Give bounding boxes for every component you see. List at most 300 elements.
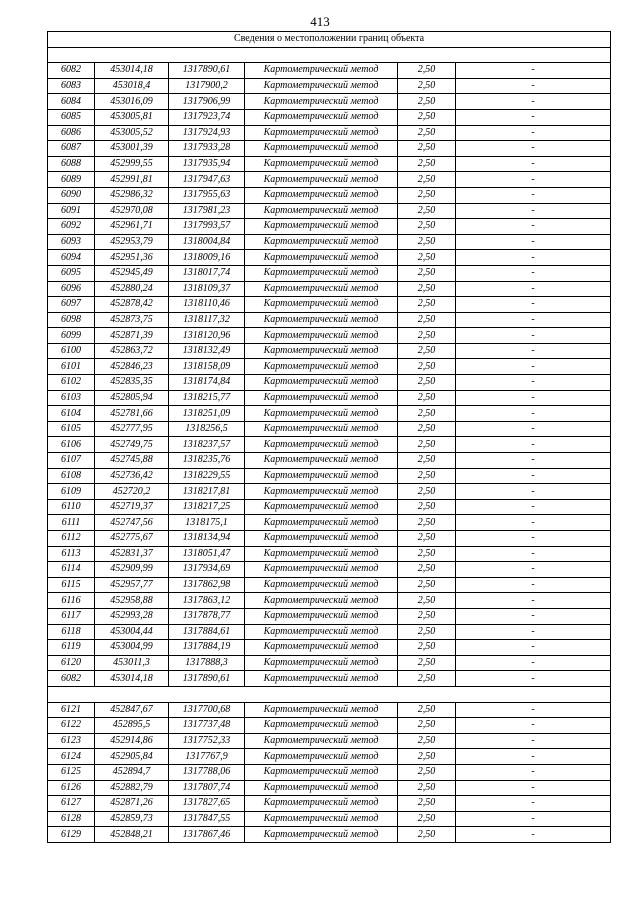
x-coordinate-cell: 452846,23 [95, 359, 169, 375]
description-cell: - [456, 780, 611, 796]
y-coordinate-cell: 1318110,46 [169, 297, 245, 313]
y-coordinate-cell: 1317947,63 [169, 172, 245, 188]
accuracy-cell: 2,50 [398, 655, 456, 671]
method-cell: Картометрический метод [245, 421, 398, 437]
accuracy-cell: 2,50 [398, 125, 456, 141]
y-coordinate-cell: 1318215,77 [169, 390, 245, 406]
group-separator-row [48, 47, 611, 63]
y-coordinate-cell: 1318051,47 [169, 546, 245, 562]
accuracy-cell: 2,50 [398, 250, 456, 266]
point-number-cell: 6108 [48, 468, 95, 484]
table-row [48, 109, 611, 125]
point-number-cell: 6089 [48, 172, 95, 188]
y-coordinate-cell: 1317924,93 [169, 125, 245, 141]
x-coordinate-cell: 452878,42 [95, 297, 169, 313]
table-row [48, 780, 611, 796]
table-row [48, 78, 611, 94]
x-coordinate-cell: 452951,36 [95, 250, 169, 266]
x-coordinate-cell: 452745,88 [95, 453, 169, 469]
table-title: Сведения о местоположении границ объекта [48, 32, 611, 48]
table-row [48, 234, 611, 250]
table-row [48, 562, 611, 578]
table-row [48, 421, 611, 437]
method-cell: Картометрический метод [245, 811, 398, 827]
y-coordinate-cell: 1317863,12 [169, 593, 245, 609]
x-coordinate-cell: 452961,71 [95, 219, 169, 235]
accuracy-cell: 2,50 [398, 484, 456, 500]
point-number-cell: 6116 [48, 593, 95, 609]
table-row [48, 671, 611, 687]
method-cell: Картометрический метод [245, 515, 398, 531]
table-row [48, 172, 611, 188]
page-number: 413 [310, 14, 330, 29]
description-cell: - [456, 390, 611, 406]
accuracy-cell: 2,50 [398, 593, 456, 609]
accuracy-cell: 2,50 [398, 499, 456, 515]
x-coordinate-cell: 452993,28 [95, 608, 169, 624]
description-cell: - [456, 546, 611, 562]
method-cell: Картометрический метод [245, 219, 398, 235]
accuracy-cell: 2,50 [398, 390, 456, 406]
y-coordinate-cell: 1317906,99 [169, 94, 245, 110]
description-cell: - [456, 281, 611, 297]
point-number-cell: 6086 [48, 125, 95, 141]
method-cell: Картометрический метод [245, 718, 398, 734]
description-cell: - [456, 437, 611, 453]
x-coordinate-cell: 452905,84 [95, 749, 169, 765]
table-row [48, 406, 611, 422]
accuracy-cell: 2,50 [398, 515, 456, 531]
x-coordinate-cell: 452781,66 [95, 406, 169, 422]
point-number-cell: 6127 [48, 796, 95, 812]
accuracy-cell: 2,50 [398, 468, 456, 484]
table-row [48, 359, 611, 375]
point-number-cell: 6129 [48, 827, 95, 843]
point-number-cell: 6090 [48, 187, 95, 203]
accuracy-cell: 2,50 [398, 546, 456, 562]
method-cell: Картометрический метод [245, 624, 398, 640]
method-cell: Картометрический метод [245, 234, 398, 250]
table-row [48, 63, 611, 79]
description-cell: - [456, 141, 611, 157]
y-coordinate-cell: 1318175,1 [169, 515, 245, 531]
accuracy-cell: 2,50 [398, 109, 456, 125]
point-number-cell: 6095 [48, 265, 95, 281]
x-coordinate-cell: 452970,08 [95, 203, 169, 219]
x-coordinate-cell: 452958,88 [95, 593, 169, 609]
x-coordinate-cell: 453011,3 [95, 655, 169, 671]
y-coordinate-cell: 1317807,74 [169, 780, 245, 796]
point-number-cell: 6085 [48, 109, 95, 125]
point-number-cell: 6125 [48, 764, 95, 780]
point-number-cell: 6102 [48, 375, 95, 391]
table-row [48, 468, 611, 484]
point-number-cell: 6084 [48, 94, 95, 110]
accuracy-cell: 2,50 [398, 780, 456, 796]
y-coordinate-cell: 1318017,74 [169, 265, 245, 281]
y-coordinate-cell: 1317890,61 [169, 671, 245, 687]
x-coordinate-cell: 452871,26 [95, 796, 169, 812]
description-cell: - [456, 827, 611, 843]
table-row [48, 811, 611, 827]
point-number-cell: 6120 [48, 655, 95, 671]
table-row [48, 390, 611, 406]
method-cell: Картометрический метод [245, 531, 398, 547]
x-coordinate-cell: 452894,7 [95, 764, 169, 780]
table-row [48, 297, 611, 313]
x-coordinate-cell: 452749,75 [95, 437, 169, 453]
x-coordinate-cell: 452719,37 [95, 499, 169, 515]
point-number-cell: 6121 [48, 702, 95, 718]
description-cell: - [456, 577, 611, 593]
y-coordinate-cell: 1317788,06 [169, 764, 245, 780]
x-coordinate-cell: 452873,75 [95, 312, 169, 328]
y-coordinate-cell: 1317737,48 [169, 718, 245, 734]
x-coordinate-cell: 452895,5 [95, 718, 169, 734]
description-cell: - [456, 187, 611, 203]
point-number-cell: 6091 [48, 203, 95, 219]
y-coordinate-cell: 1317888,3 [169, 655, 245, 671]
method-cell: Картометрический метод [245, 827, 398, 843]
x-coordinate-cell: 452957,77 [95, 577, 169, 593]
method-cell: Картометрический метод [245, 546, 398, 562]
point-number-cell: 6128 [48, 811, 95, 827]
point-number-cell: 6103 [48, 390, 95, 406]
method-cell: Картометрический метод [245, 109, 398, 125]
y-coordinate-cell: 1318217,81 [169, 484, 245, 500]
point-number-cell: 6122 [48, 718, 95, 734]
point-number-cell: 6109 [48, 484, 95, 500]
x-coordinate-cell: 452999,55 [95, 156, 169, 172]
description-cell: - [456, 608, 611, 624]
table-row [48, 312, 611, 328]
table-row [48, 265, 611, 281]
table-row [48, 250, 611, 266]
table-row [48, 499, 611, 515]
method-cell: Картометрический метод [245, 265, 398, 281]
point-number-cell: 6107 [48, 453, 95, 469]
table-row [48, 453, 611, 469]
table-row [48, 328, 611, 344]
accuracy-cell: 2,50 [398, 234, 456, 250]
method-cell: Картометрический метод [245, 577, 398, 593]
accuracy-cell: 2,50 [398, 141, 456, 157]
method-cell: Картометрический метод [245, 390, 398, 406]
method-cell: Картометрический метод [245, 312, 398, 328]
method-cell: Картометрический метод [245, 484, 398, 500]
point-number-cell: 6083 [48, 78, 95, 94]
method-cell: Картометрический метод [245, 780, 398, 796]
accuracy-cell: 2,50 [398, 624, 456, 640]
accuracy-cell: 2,50 [398, 733, 456, 749]
description-cell: - [456, 764, 611, 780]
method-cell: Картометрический метод [245, 453, 398, 469]
description-cell: - [456, 78, 611, 94]
table-row [48, 640, 611, 656]
table-row [48, 608, 611, 624]
table-row [48, 203, 611, 219]
accuracy-cell: 2,50 [398, 827, 456, 843]
method-cell: Картометрический метод [245, 562, 398, 578]
method-cell: Картометрический метод [245, 156, 398, 172]
point-number-cell: 6082 [48, 63, 95, 79]
description-cell: - [456, 733, 611, 749]
method-cell: Картометрический метод [245, 499, 398, 515]
method-cell: Картометрический метод [245, 702, 398, 718]
table-row [48, 577, 611, 593]
description-cell: - [456, 343, 611, 359]
accuracy-cell: 2,50 [398, 63, 456, 79]
point-number-cell: 6104 [48, 406, 95, 422]
point-number-cell: 6097 [48, 297, 95, 313]
description-cell: - [456, 640, 611, 656]
accuracy-cell: 2,50 [398, 406, 456, 422]
point-number-cell: 6123 [48, 733, 95, 749]
x-coordinate-cell: 452863,72 [95, 343, 169, 359]
accuracy-cell: 2,50 [398, 359, 456, 375]
x-coordinate-cell: 452882,79 [95, 780, 169, 796]
description-cell: - [456, 359, 611, 375]
accuracy-cell: 2,50 [398, 749, 456, 765]
x-coordinate-cell: 452775,67 [95, 531, 169, 547]
table-row [48, 796, 611, 812]
description-cell: - [456, 515, 611, 531]
description-cell: - [456, 234, 611, 250]
table-row [48, 375, 611, 391]
description-cell: - [456, 593, 611, 609]
description-cell: - [456, 312, 611, 328]
y-coordinate-cell: 1318117,32 [169, 312, 245, 328]
x-coordinate-cell: 452871,39 [95, 328, 169, 344]
method-cell: Картометрический метод [245, 343, 398, 359]
point-number-cell: 6105 [48, 421, 95, 437]
table-row [48, 281, 611, 297]
x-coordinate-cell: 453004,99 [95, 640, 169, 656]
y-coordinate-cell: 1317923,74 [169, 109, 245, 125]
y-coordinate-cell: 1318132,49 [169, 343, 245, 359]
x-coordinate-cell: 453004,44 [95, 624, 169, 640]
y-coordinate-cell: 1317890,61 [169, 63, 245, 79]
point-number-cell: 6096 [48, 281, 95, 297]
accuracy-cell: 2,50 [398, 531, 456, 547]
x-coordinate-cell: 453005,81 [95, 109, 169, 125]
table-row [48, 655, 611, 671]
method-cell: Картометрический метод [245, 671, 398, 687]
x-coordinate-cell: 452831,37 [95, 546, 169, 562]
x-coordinate-cell: 452914,86 [95, 733, 169, 749]
point-number-cell: 6124 [48, 749, 95, 765]
accuracy-cell: 2,50 [398, 265, 456, 281]
y-coordinate-cell: 1317900,2 [169, 78, 245, 94]
description-cell: - [456, 172, 611, 188]
method-cell: Картометрический метод [245, 437, 398, 453]
table-row [48, 94, 611, 110]
y-coordinate-cell: 1318158,09 [169, 359, 245, 375]
method-cell: Картометрический метод [245, 328, 398, 344]
description-cell: - [456, 156, 611, 172]
accuracy-cell: 2,50 [398, 156, 456, 172]
description-cell: - [456, 655, 611, 671]
description-cell: - [456, 63, 611, 79]
accuracy-cell: 2,50 [398, 796, 456, 812]
accuracy-cell: 2,50 [398, 437, 456, 453]
description-cell: - [456, 749, 611, 765]
point-number-cell: 6119 [48, 640, 95, 656]
x-coordinate-cell: 452747,56 [95, 515, 169, 531]
method-cell: Картометрический метод [245, 187, 398, 203]
x-coordinate-cell: 453005,52 [95, 125, 169, 141]
description-cell: - [456, 562, 611, 578]
x-coordinate-cell: 452736,42 [95, 468, 169, 484]
accuracy-cell: 2,50 [398, 702, 456, 718]
x-coordinate-cell: 452986,32 [95, 187, 169, 203]
table-body [48, 32, 611, 843]
table-row [48, 219, 611, 235]
point-number-cell: 6100 [48, 343, 95, 359]
method-cell: Картометрический метод [245, 796, 398, 812]
accuracy-cell: 2,50 [398, 78, 456, 94]
accuracy-cell: 2,50 [398, 421, 456, 437]
x-coordinate-cell: 453016,09 [95, 94, 169, 110]
x-coordinate-cell: 452805,94 [95, 390, 169, 406]
accuracy-cell: 2,50 [398, 577, 456, 593]
method-cell: Картометрический метод [245, 468, 398, 484]
y-coordinate-cell: 1317867,46 [169, 827, 245, 843]
y-coordinate-cell: 1317935,94 [169, 156, 245, 172]
point-number-cell: 6099 [48, 328, 95, 344]
x-coordinate-cell: 453001,39 [95, 141, 169, 157]
description-cell: - [456, 203, 611, 219]
separator-cell [48, 686, 611, 702]
table-row [48, 593, 611, 609]
description-cell: - [456, 250, 611, 266]
description-cell: - [456, 125, 611, 141]
description-cell: - [456, 796, 611, 812]
y-coordinate-cell: 1317934,69 [169, 562, 245, 578]
table-row [48, 343, 611, 359]
y-coordinate-cell: 1317878,77 [169, 608, 245, 624]
method-cell: Картометрический метод [245, 125, 398, 141]
x-coordinate-cell: 453018,4 [95, 78, 169, 94]
method-cell: Картометрический метод [245, 749, 398, 765]
y-coordinate-cell: 1318237,57 [169, 437, 245, 453]
point-number-cell: 6093 [48, 234, 95, 250]
x-coordinate-cell: 453014,18 [95, 63, 169, 79]
description-cell: - [456, 219, 611, 235]
description-cell: - [456, 328, 611, 344]
method-cell: Картометрический метод [245, 63, 398, 79]
group-separator-row [48, 686, 611, 702]
description-cell: - [456, 811, 611, 827]
description-cell: - [456, 702, 611, 718]
method-cell: Картометрический метод [245, 172, 398, 188]
y-coordinate-cell: 1318251,09 [169, 406, 245, 422]
point-number-cell: 6106 [48, 437, 95, 453]
accuracy-cell: 2,50 [398, 640, 456, 656]
point-number-cell: 6110 [48, 499, 95, 515]
description-cell: - [456, 499, 611, 515]
table-row [48, 718, 611, 734]
point-number-cell: 6098 [48, 312, 95, 328]
point-number-cell: 6126 [48, 780, 95, 796]
x-coordinate-cell: 452847,67 [95, 702, 169, 718]
description-cell: - [456, 265, 611, 281]
description-cell: - [456, 94, 611, 110]
point-number-cell: 6094 [48, 250, 95, 266]
x-coordinate-cell: 452720,2 [95, 484, 169, 500]
accuracy-cell: 2,50 [398, 187, 456, 203]
y-coordinate-cell: 1317884,61 [169, 624, 245, 640]
point-number-cell: 6112 [48, 531, 95, 547]
accuracy-cell: 2,50 [398, 219, 456, 235]
y-coordinate-cell: 1318134,94 [169, 531, 245, 547]
title-row [48, 32, 611, 48]
y-coordinate-cell: 1318009,16 [169, 250, 245, 266]
method-cell: Картометрический метод [245, 141, 398, 157]
accuracy-cell: 2,50 [398, 203, 456, 219]
point-number-cell: 6092 [48, 219, 95, 235]
x-coordinate-cell: 452880,24 [95, 281, 169, 297]
y-coordinate-cell: 1317955,63 [169, 187, 245, 203]
table-row [48, 515, 611, 531]
table-row [48, 702, 611, 718]
description-cell: - [456, 718, 611, 734]
y-coordinate-cell: 1317767,9 [169, 749, 245, 765]
accuracy-cell: 2,50 [398, 718, 456, 734]
table-row [48, 749, 611, 765]
y-coordinate-cell: 1317862,98 [169, 577, 245, 593]
method-cell: Картометрический метод [245, 733, 398, 749]
description-cell: - [456, 109, 611, 125]
accuracy-cell: 2,50 [398, 453, 456, 469]
table-row [48, 141, 611, 157]
accuracy-cell: 2,50 [398, 281, 456, 297]
y-coordinate-cell: 1318217,25 [169, 499, 245, 515]
point-number-cell: 6117 [48, 608, 95, 624]
y-coordinate-cell: 1318256,5 [169, 421, 245, 437]
method-cell: Картометрический метод [245, 593, 398, 609]
method-cell: Картометрический метод [245, 297, 398, 313]
method-cell: Картометрический метод [245, 608, 398, 624]
accuracy-cell: 2,50 [398, 312, 456, 328]
table-row [48, 156, 611, 172]
table-row [48, 827, 611, 843]
accuracy-cell: 2,50 [398, 375, 456, 391]
accuracy-cell: 2,50 [398, 764, 456, 780]
accuracy-cell: 2,50 [398, 343, 456, 359]
y-coordinate-cell: 1318109,37 [169, 281, 245, 297]
point-number-cell: 6113 [48, 546, 95, 562]
x-coordinate-cell: 452777,95 [95, 421, 169, 437]
point-number-cell: 6087 [48, 141, 95, 157]
method-cell: Картометрический метод [245, 94, 398, 110]
point-number-cell: 6118 [48, 624, 95, 640]
method-cell: Картометрический метод [245, 406, 398, 422]
y-coordinate-cell: 1317981,23 [169, 203, 245, 219]
description-cell: - [456, 453, 611, 469]
accuracy-cell: 2,50 [398, 297, 456, 313]
x-coordinate-cell: 452909,99 [95, 562, 169, 578]
method-cell: Картометрический метод [245, 640, 398, 656]
x-coordinate-cell: 452835,35 [95, 375, 169, 391]
table-row [48, 187, 611, 203]
y-coordinate-cell: 1318004,84 [169, 234, 245, 250]
y-coordinate-cell: 1317884,19 [169, 640, 245, 656]
method-cell: Картометрический метод [245, 281, 398, 297]
accuracy-cell: 2,50 [398, 608, 456, 624]
description-cell: - [456, 421, 611, 437]
point-number-cell: 6088 [48, 156, 95, 172]
